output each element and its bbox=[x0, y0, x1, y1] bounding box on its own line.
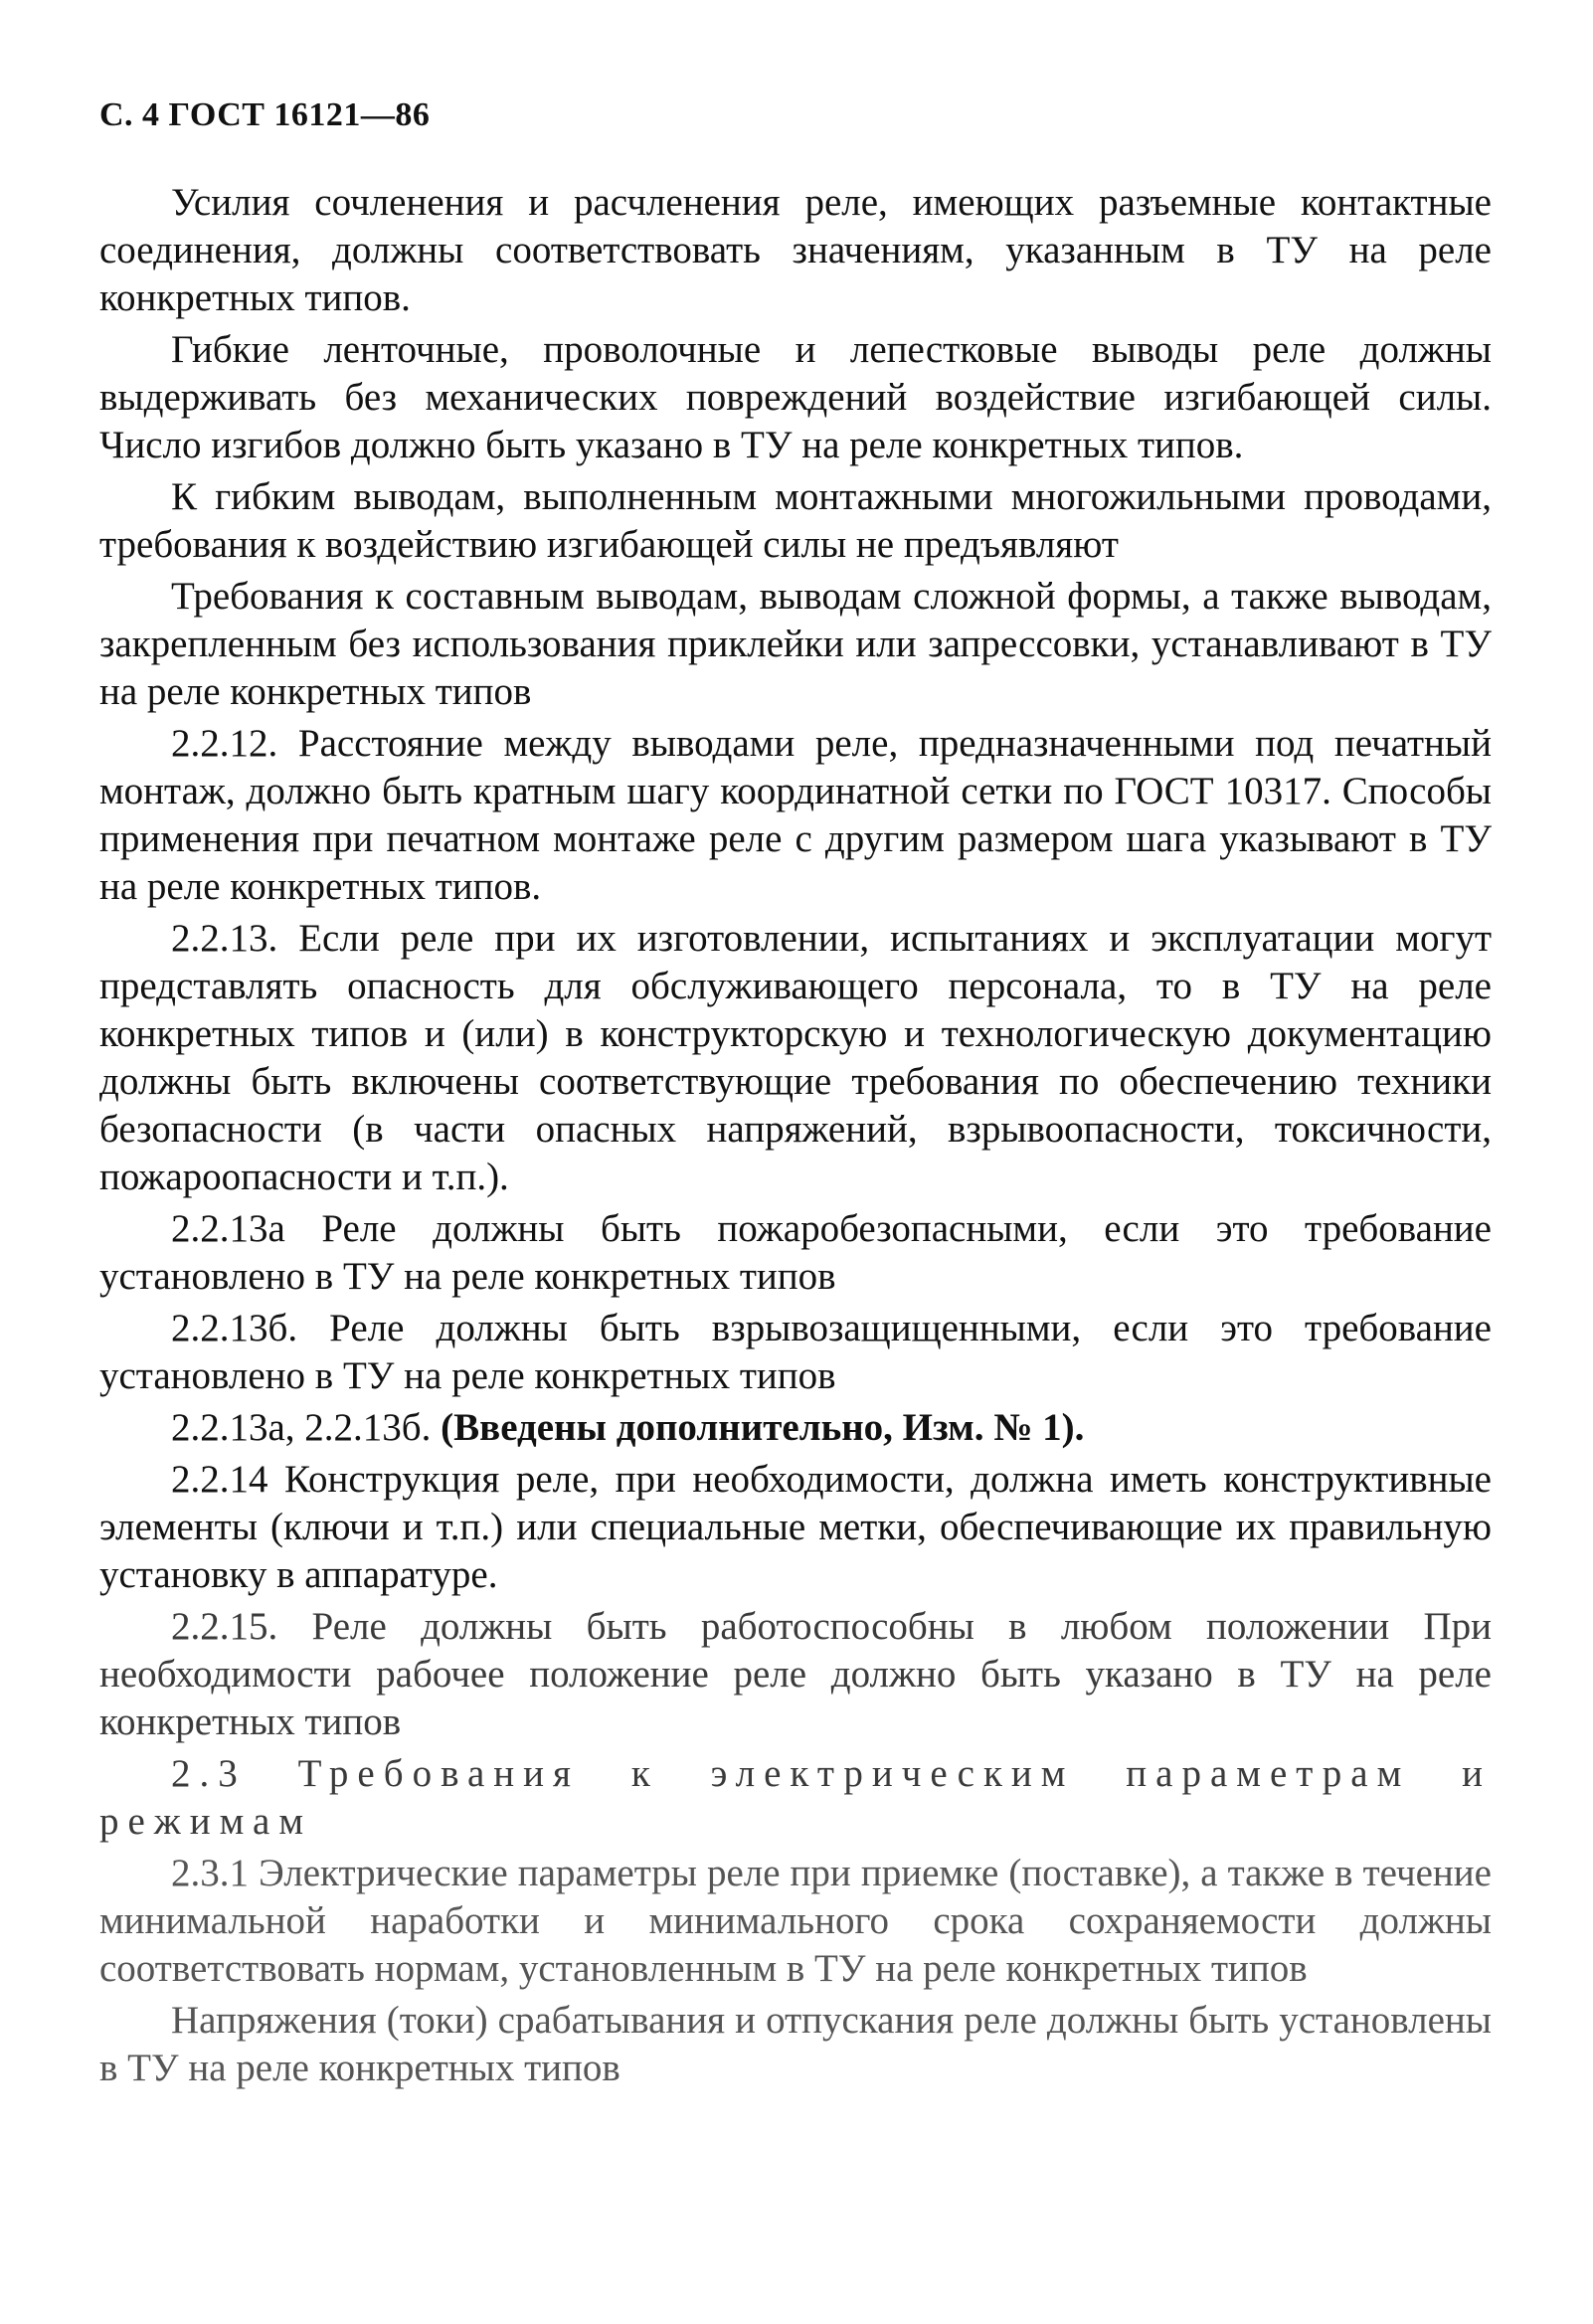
paragraph: Требования к составным выводам, выводам сложной формы, а также выводам, закрепленным без использования приклейки или запрессовки, устанавливают в ТУ на реле конкретных типов bbox=[99, 575, 1492, 713]
paragraph: К гибким выводам, выполненным монтажными многожильными проводами, требования к воздействию изгибающей силы не предъявляют bbox=[99, 475, 1492, 566]
paragraph-2-2-13: 2.2.13. Если реле при их изготовлении, испытаниях и эксплуатации могут представлять опасность для обслуживающего персонала, то в ТУ на реле конкретных типов и (или) в конструкторскую и технологическую документацию должны быть включены соответствующие требования по обеспечению техники безопасности (в части опасных напряжений, взрывоопасности, токсичности, пожароопасности и т.п.). bbox=[99, 917, 1492, 1198]
amendment-bold: (Введены дополнительно, Изм. № 1). bbox=[441, 1406, 1085, 1449]
document-page bbox=[99, 95, 1492, 2096]
section-heading-2-3: 2.3 Требования к электрическим параметрам и режимам bbox=[99, 1752, 1492, 1843]
paragraph-voltages: Напряжения (токи) срабатывания и отпускания реле должны быть установлены в ТУ на реле конкретных типов bbox=[99, 1999, 1492, 2089]
paragraph-2-3-1: 2.3.1 Электрические параметры реле при приемке (поставке), а также в течение минимальной наработки и минимального срока сохраняемости должны соответствовать нормам, установленным в ТУ на реле конкретных типов bbox=[99, 1852, 1492, 1990]
paragraph-2-2-13a: 2.2.13а Реле должны быть пожаробезопасными, если это требование установлено в ТУ на реле конкретных типов bbox=[99, 1207, 1492, 1298]
page-header: С. 4 ГОСТ 16121—86 bbox=[99, 96, 431, 133]
paragraph-2-2-15: 2.2.15. Реле должны быть работоспособны в любом положении При необходимости рабочее положение реле должно быть указано в ТУ на реле конкретных типов bbox=[99, 1605, 1492, 1743]
paragraph: Усилия сочленения и расчленения реле, имеющих разъемные контактные соединения, должны соответствовать значениям, указанным в ТУ на реле конкретных типов. bbox=[99, 181, 1492, 319]
paragraph-2-2-13b: 2.2.13б. Реле должны быть взрывозащищенными, если это требование установлено в ТУ на реле конкретных типов bbox=[99, 1307, 1492, 1397]
amendment-note bbox=[99, 1404, 1492, 1452]
paragraph-2-2-12: 2.2.12. Расстояние между выводами реле, предназначенными под печатный монтаж, должно быть кратным шагу координатной сетки по ГОСТ 10317. Способы применения при печатном монтаже реле с другим размером шага указывают в ТУ на реле конкретных типов. bbox=[99, 722, 1492, 908]
amendment-lead: 2.2.13а, 2.2.13б. bbox=[171, 1406, 442, 1449]
paragraph-2-2-14: 2.2.14 Конструкция реле, при необходимости, должна иметь конструктивные элементы (ключи и т.п.) или специальные метки, обеспечивающие их правильную установку в аппаратуре. bbox=[99, 1458, 1492, 1596]
paragraph: Гибкие ленточные, проволочные и лепестковые выводы реле должны выдерживать без механических повреждений воздействие изгибающей силы. Число изгибов должно быть указано в ТУ на реле конкретных типов. bbox=[99, 328, 1492, 466]
